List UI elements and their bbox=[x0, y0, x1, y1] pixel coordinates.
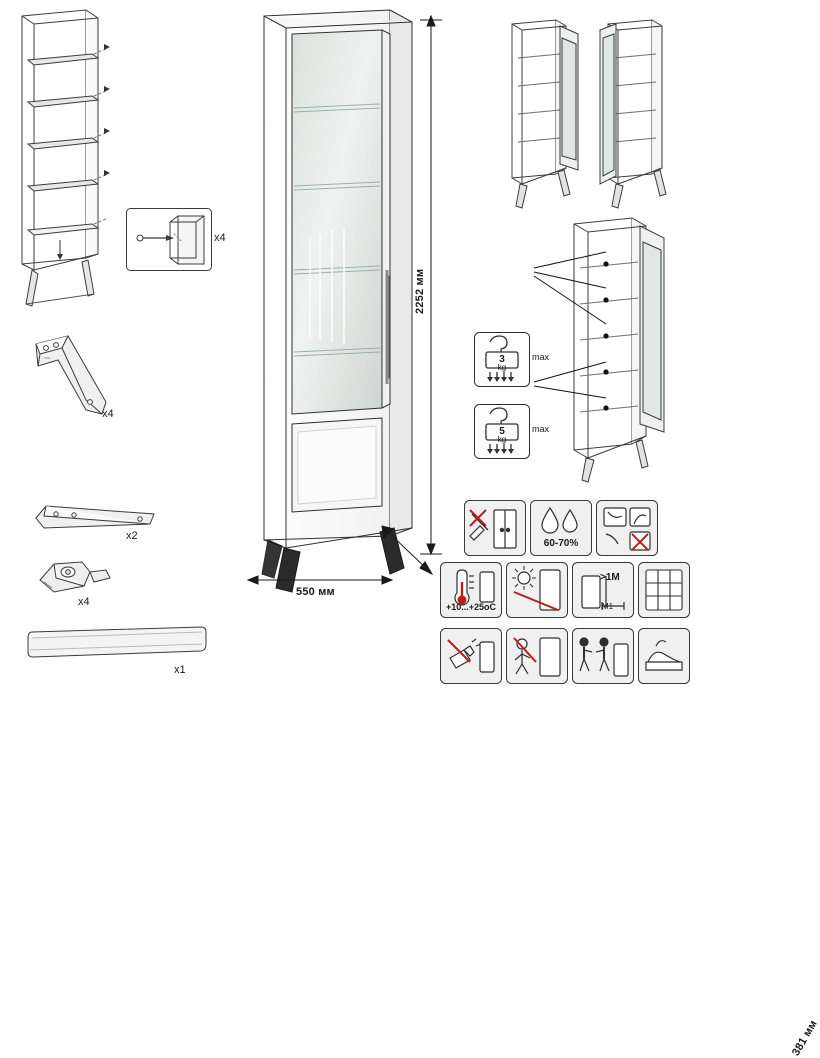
care-icon-level-floor bbox=[638, 562, 690, 618]
width-dimension-label: 550 мм bbox=[296, 586, 335, 598]
corner-bracket-qty: х4 bbox=[102, 408, 114, 420]
care-icon-no-sharp-objects bbox=[464, 500, 526, 556]
care-icon-no-hang bbox=[506, 628, 568, 684]
screw-detail-callout bbox=[126, 208, 226, 278]
care-icon-temperature bbox=[440, 562, 502, 618]
handle-part bbox=[24, 620, 214, 676]
handle-qty: х1 bbox=[174, 664, 186, 676]
care-icon-no-spray bbox=[440, 628, 502, 684]
screw-detail-qty: х4 bbox=[214, 232, 226, 244]
hinge-qty: х4 bbox=[78, 596, 90, 608]
care-icon-humidity bbox=[530, 500, 592, 556]
humidity-label: 60-70% bbox=[543, 538, 579, 549]
care-icon-wall-distance bbox=[572, 562, 634, 618]
load-unit-3: kg bbox=[497, 363, 507, 372]
flat-bar-part bbox=[30, 498, 160, 542]
load-badge-3kg bbox=[474, 332, 556, 388]
care-icon-no-liquid-cleaner bbox=[596, 500, 658, 556]
load-max-label-3: max bbox=[532, 352, 550, 362]
load-value-3: 3 bbox=[499, 354, 505, 365]
flat-bar-qty: х2 bbox=[126, 530, 138, 542]
depth-dimension-label: 381 мм bbox=[790, 1018, 820, 1058]
hinge-part bbox=[34, 552, 124, 608]
care-icon-soft-cloth bbox=[638, 628, 690, 684]
corner-bracket-part bbox=[28, 330, 138, 420]
temperature-label: +10...+25оC bbox=[445, 602, 497, 612]
load-unit-5: kg bbox=[497, 435, 507, 444]
wall-distance-label: >1M bbox=[600, 572, 620, 583]
open-door-view-right bbox=[596, 14, 688, 214]
care-icon-no-direct-sunlight bbox=[506, 562, 568, 618]
height-dimension bbox=[414, 14, 444, 562]
open-door-view-left bbox=[500, 14, 590, 214]
load-badge-5kg bbox=[474, 404, 556, 460]
load-value-5: 5 bbox=[499, 426, 505, 437]
load-max-label-5: max bbox=[532, 424, 550, 434]
height-dimension-label: 2252 мм bbox=[414, 268, 426, 314]
main-cabinet-view bbox=[240, 8, 440, 568]
m1-label: М1 bbox=[602, 602, 614, 611]
exploded-cabinet-left bbox=[8, 8, 128, 318]
width-dimension bbox=[246, 568, 396, 598]
care-icon-two-person-lift bbox=[572, 628, 634, 684]
